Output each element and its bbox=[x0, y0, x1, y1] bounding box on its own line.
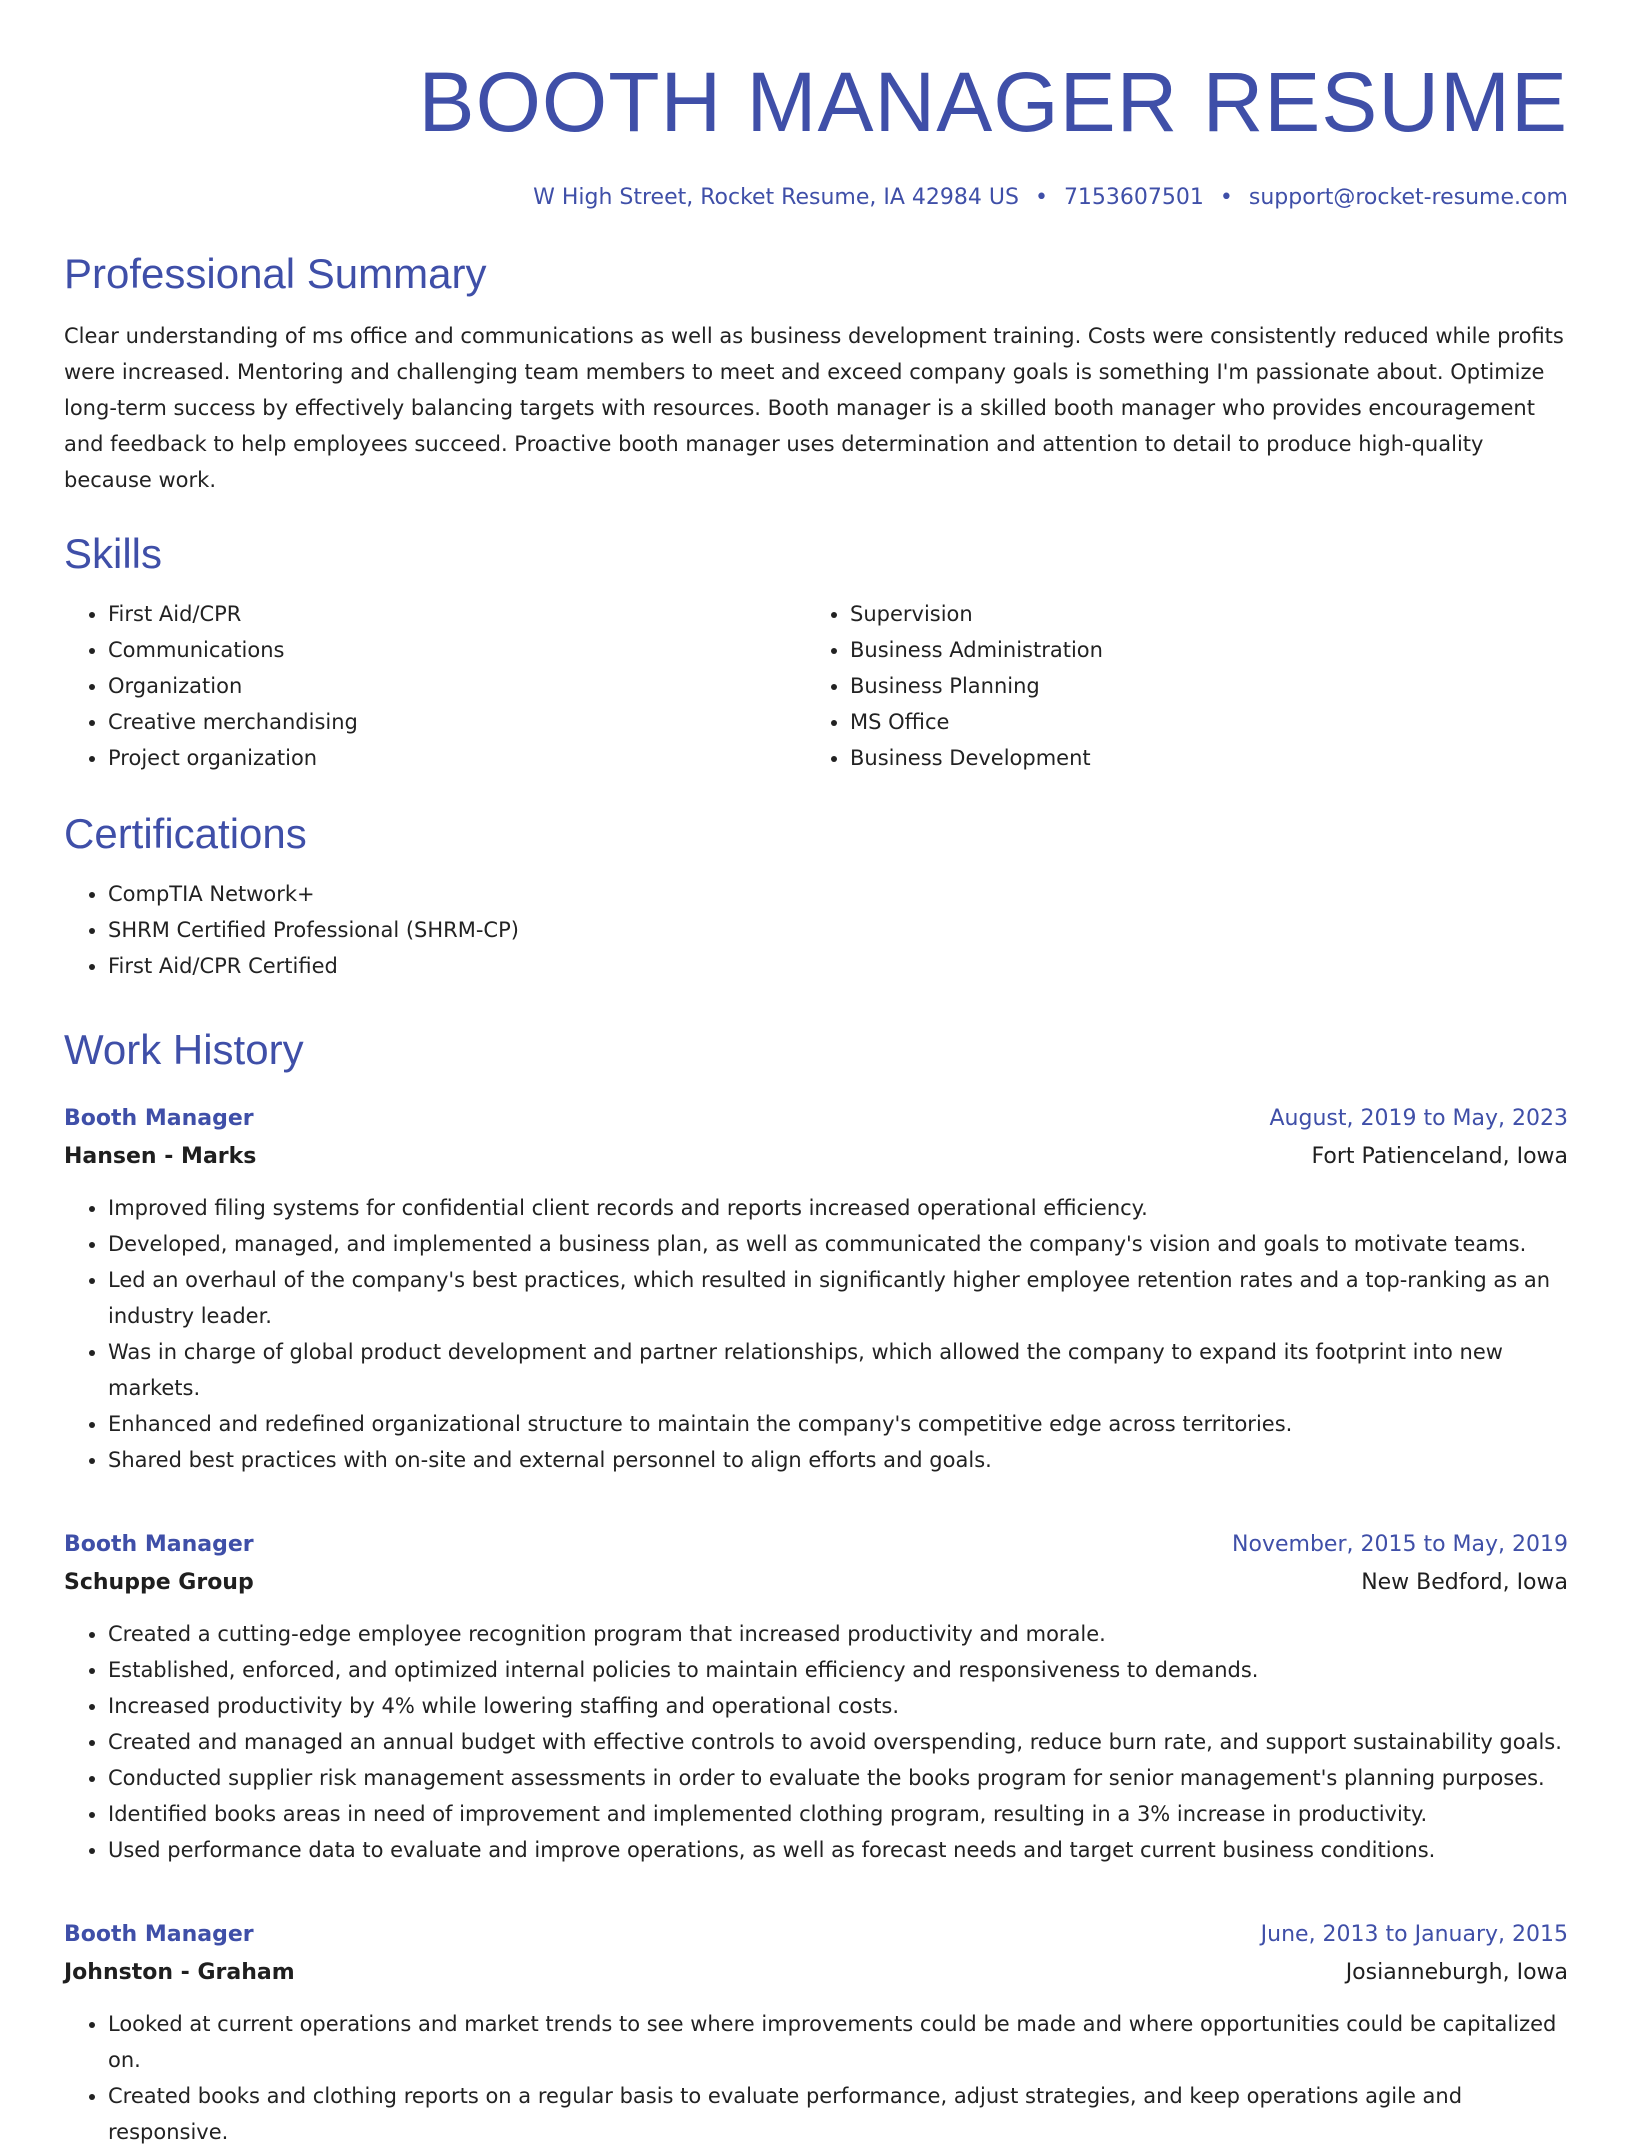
certification-item: • First Aid/CPR Certified bbox=[108, 948, 1568, 984]
job-entry bbox=[64, 1100, 1568, 1478]
skills-list-left bbox=[64, 596, 806, 776]
summary-text: Clear understanding of ms office and communications as well as business development training. Costs were consistently reduced while profits were increased. Mentoring and challenging team members to meet and exceed company goals is something I'm passionate about. Optimize long-term success by effectively balancing targets with resources. Booth manager is a skilled booth manager who provides encouragement and feedback to help employees succeed. Proactive booth manager uses determination and attention to detail to produce high-quality because work. bbox=[64, 324, 1564, 492]
job-bullet: • Shared best practices with on-site and external personnel to align efforts and goals. bbox=[108, 1442, 1568, 1478]
job-company: Hansen - Marks bbox=[64, 1144, 257, 1169]
skill-item: • Business Planning bbox=[850, 668, 1548, 704]
job-bullet: • Conducted supplier risk management assessments in order to evaluate the books program for senior management's planning purposes. bbox=[108, 1760, 1568, 1796]
skill-item: • Business Development bbox=[850, 740, 1548, 776]
job-company-row bbox=[64, 1138, 1568, 1176]
job-dates: August, 2019 to May, 2023 bbox=[1269, 1106, 1568, 1131]
job-bullet: • Created a cutting-edge employee recognition program that increased productivity and morale. bbox=[108, 1616, 1568, 1652]
job-entry bbox=[64, 1526, 1568, 1868]
job-title: Booth Manager bbox=[64, 1922, 254, 1947]
job-title: Booth Manager bbox=[64, 1106, 254, 1131]
certifications-section bbox=[64, 808, 1568, 984]
job-location: Josianneburgh, Iowa bbox=[1345, 1960, 1568, 1985]
job-bullet: • Developed, managed, and implemented a business plan, as well as communicated the company's vision and goals to motivate teams. bbox=[108, 1226, 1568, 1262]
contact-separator: • bbox=[1034, 185, 1048, 210]
job-bullet: • Identified books areas in need of improvement and implemented clothing program, resulting in a 3% increase in productivity. bbox=[108, 1796, 1568, 1832]
skills-list-right bbox=[806, 596, 1548, 776]
job-header-row bbox=[64, 1526, 1568, 1564]
job-header-row bbox=[64, 1916, 1568, 1954]
summary-heading: Professional Summary bbox=[64, 250, 487, 297]
job-bullets bbox=[64, 2006, 1568, 2150]
job-company: Johnston - Graham bbox=[64, 1960, 295, 1985]
job-bullet: • Improved filing systems for confidential client records and reports increased operational efficiency. bbox=[108, 1190, 1568, 1226]
contact-email: support@rocket-resume.com bbox=[1248, 185, 1568, 210]
professional-summary-section bbox=[64, 248, 1568, 498]
skill-item: • Organization bbox=[108, 668, 806, 704]
certification-item: • CompTIA Network+ bbox=[108, 876, 1568, 912]
job-bullets bbox=[64, 1616, 1568, 1868]
job-bullet: • Used performance data to evaluate and improve operations, as well as forecast needs and target current business conditions. bbox=[108, 1832, 1568, 1868]
job-bullets bbox=[64, 1190, 1568, 1478]
work-history-section bbox=[64, 1024, 1568, 2150]
contact-line bbox=[64, 182, 1568, 214]
skills-heading: Skills bbox=[64, 530, 163, 577]
job-company: Schuppe Group bbox=[64, 1570, 254, 1595]
job-bullet: • Created and managed an annual budget with effective controls to avoid overspending, reduce burn rate, and support sustainability goals. bbox=[108, 1724, 1568, 1760]
skills-column-right bbox=[806, 596, 1548, 776]
job-bullet: • Increased productivity by 4% while lowering staffing and operational costs. bbox=[108, 1688, 1568, 1724]
job-bullet: • Led an overhaul of the company's best practices, which resulted in significantly higher employee retention rates and a top-ranking as an industry leader. bbox=[108, 1262, 1568, 1334]
job-dates: November, 2015 to May, 2019 bbox=[1232, 1532, 1568, 1557]
job-bullet: • Was in charge of global product development and partner relationships, which allowed the company to expand its footprint into new markets. bbox=[108, 1334, 1568, 1406]
skills-section bbox=[64, 528, 1568, 776]
skills-column-left bbox=[64, 596, 806, 776]
skill-item: • Creative merchandising bbox=[108, 704, 806, 740]
skills-grid bbox=[64, 596, 1568, 776]
job-header-row bbox=[64, 1100, 1568, 1138]
job-bullet: • Established, enforced, and optimized internal policies to maintain efficiency and responsiveness to demands. bbox=[108, 1652, 1568, 1688]
certifications-list bbox=[64, 876, 1568, 984]
certifications-heading: Certifications bbox=[64, 810, 307, 857]
job-bullet: • Enhanced and redefined organizational structure to maintain the company's competitive edge across territories. bbox=[108, 1406, 1568, 1442]
skill-item: • MS Office bbox=[850, 704, 1548, 740]
job-entry bbox=[64, 1916, 1568, 2150]
work-history-heading: Work History bbox=[64, 1026, 304, 1073]
contact-separator: • bbox=[1219, 185, 1233, 210]
job-location: Fort Patienceland, Iowa bbox=[1311, 1144, 1568, 1169]
resume-title: BOOTH MANAGER RESUME bbox=[418, 55, 1568, 149]
certification-item: • SHRM Certified Professional (SHRM-CP) bbox=[108, 912, 1568, 948]
skill-item: • Business Administration bbox=[850, 632, 1548, 668]
job-bullet: • Looked at current operations and market trends to see where improvements could be made and where opportunities could be capitalized on. bbox=[108, 2006, 1568, 2078]
skill-item: • Communications bbox=[108, 632, 806, 668]
job-title: Booth Manager bbox=[64, 1532, 254, 1557]
job-location: New Bedford, Iowa bbox=[1361, 1570, 1568, 1595]
contact-phone: 7153607501 bbox=[1063, 185, 1204, 210]
job-dates: June, 2013 to January, 2015 bbox=[1260, 1922, 1568, 1947]
job-company-row bbox=[64, 1564, 1568, 1602]
contact-address: W High Street, Rocket Resume, IA 42984 US bbox=[533, 185, 1019, 210]
skill-item: • First Aid/CPR bbox=[108, 596, 806, 632]
job-bullet: • Created books and clothing reports on a regular basis to evaluate performance, adjust strategies, and keep operations agile and responsive. bbox=[108, 2078, 1568, 2150]
job-company-row bbox=[64, 1954, 1568, 1992]
skill-item: • Supervision bbox=[850, 596, 1548, 632]
skill-item: • Project organization bbox=[108, 740, 806, 776]
resume-header bbox=[64, 0, 1568, 214]
